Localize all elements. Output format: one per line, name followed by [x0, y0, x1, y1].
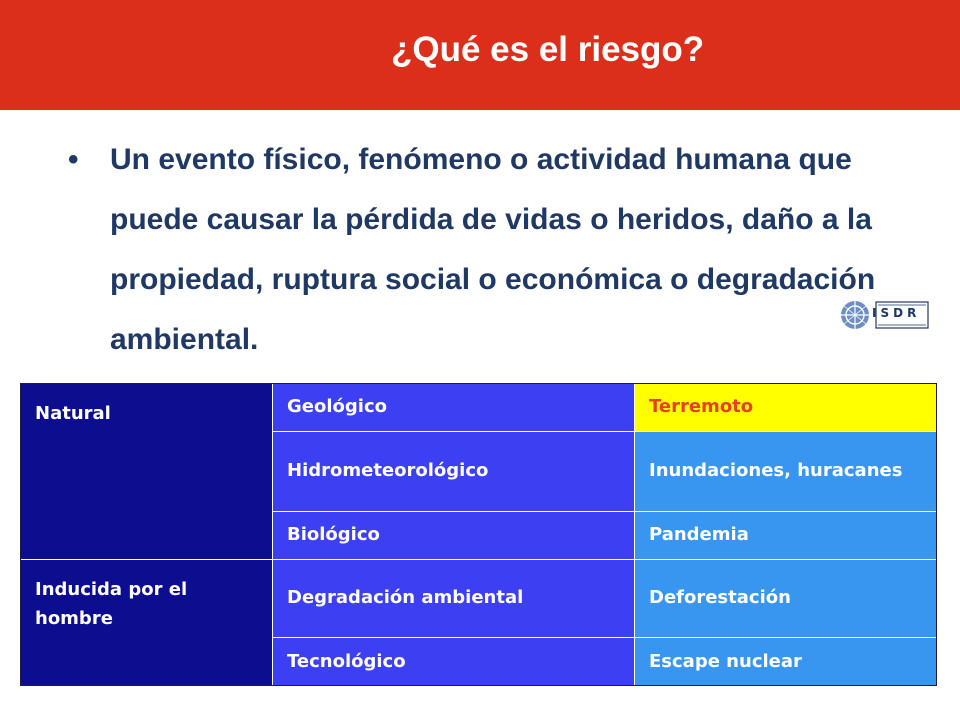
table-row	[21, 560, 938, 638]
isdr-logo-text: ISDR	[872, 306, 921, 320]
definition-text: Un evento físico, fenómeno o actividad humana que puede causar la pérdida de vidas o heridos, daño a la propiedad, ruptura social o económica o degradación ambiental.	[110, 143, 876, 356]
risk-subtype-cell: Geológico	[273, 384, 635, 432]
risk-subtype-cell: Degradación ambiental	[273, 560, 635, 638]
risk-classification-table	[20, 383, 938, 687]
risk-subtype-cell: Biológico	[273, 512, 635, 560]
bullet-marker: •	[68, 143, 79, 176]
risk-example-cell: Pandemia	[635, 512, 938, 560]
risk-type-cell: Inducida por el hombre	[21, 560, 273, 687]
risk-type-cell: Natural	[21, 384, 273, 560]
risk-subtype-cell: Hidrometeorológico	[273, 432, 635, 512]
risk-subtype-cell: Tecnológico	[273, 638, 635, 687]
risk-example-cell-highlighted: Terremoto	[635, 384, 938, 432]
risk-example-cell: Inundaciones, huracanes	[635, 432, 938, 512]
risk-example-cell: Escape nuclear	[635, 638, 938, 687]
table-row	[21, 384, 938, 432]
slide-title: ¿Qué es el riesgo?	[391, 30, 705, 69]
title-bar	[0, 0, 960, 110]
risk-example-cell: Deforestación	[635, 560, 938, 638]
